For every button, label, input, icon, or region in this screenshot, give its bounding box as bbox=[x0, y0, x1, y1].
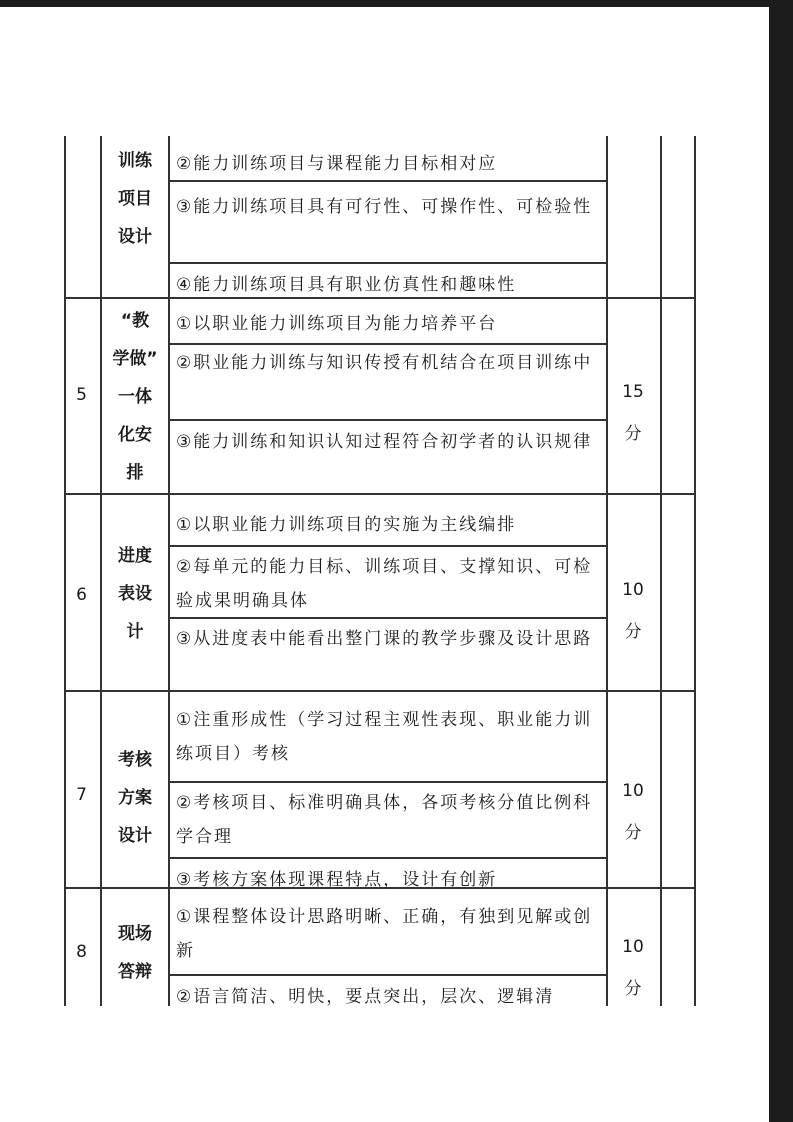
criterion-item: ②语言简洁、明快，要点突出，层次、逻辑清 bbox=[176, 987, 555, 1007]
category-line: 现场 bbox=[118, 924, 152, 944]
category-line: 排 bbox=[126, 463, 144, 483]
row-number: 5 bbox=[76, 385, 87, 405]
grid-line bbox=[168, 857, 608, 859]
criterion-item: ①以职业能力训练项目为能力培养平台 bbox=[176, 314, 498, 334]
score-value: 10 bbox=[622, 937, 644, 957]
criterion-item: ①课程整体设计思路明晰、正确，有独到见解或创新 bbox=[176, 907, 593, 961]
score-value: 15 bbox=[622, 382, 644, 402]
category-cell bbox=[102, 741, 168, 855]
grid-line bbox=[168, 262, 608, 264]
scan-top-border bbox=[0, 0, 793, 7]
grid-line bbox=[168, 419, 608, 421]
score-value: 10 bbox=[622, 781, 644, 801]
score-cell bbox=[608, 770, 658, 854]
category-cell bbox=[102, 302, 168, 492]
score-cell bbox=[608, 371, 658, 455]
category-line: 训练 bbox=[118, 151, 152, 171]
category-line: 进度 bbox=[118, 546, 152, 566]
category-line: 答辩 bbox=[118, 962, 152, 982]
grid-line bbox=[168, 136, 170, 1006]
category-line: “教 bbox=[120, 311, 150, 331]
category-line: 考核 bbox=[118, 750, 152, 770]
category-cell bbox=[102, 142, 168, 256]
category-line: 方案 bbox=[118, 788, 152, 808]
grid-line bbox=[64, 136, 66, 1006]
score-unit: 分 bbox=[624, 823, 642, 843]
criterion-item: ④能力训练项目具有职业仿真性和趣味性 bbox=[176, 275, 517, 295]
score-cell bbox=[608, 569, 658, 653]
criterion-item: ①注重形成性（学习过程主观性表现、职业能力训练项目）考核 bbox=[176, 710, 593, 764]
category-cell bbox=[102, 537, 168, 651]
grid-line bbox=[694, 136, 696, 1006]
grid-line bbox=[168, 343, 608, 345]
criterion-item: ③能力训练项目具有可行性、可操作性、可检验性 bbox=[176, 197, 593, 217]
category-cell bbox=[102, 915, 168, 991]
category-line: 设计 bbox=[118, 826, 152, 846]
criterion-item: ②职业能力训练与知识传授有机结合在项目训练中 bbox=[176, 353, 593, 373]
grid-line bbox=[168, 781, 608, 783]
category-line: 项目 bbox=[118, 189, 152, 209]
category-line: 设计 bbox=[118, 227, 152, 247]
criterion-item: ③考核方案体现课程特点，设计有创新 bbox=[176, 870, 498, 890]
criterion-item: ②考核项目、标准明确具体，各项考核分值比例科学合理 bbox=[176, 793, 593, 847]
row-number: 8 bbox=[76, 942, 87, 962]
category-line: 学做” bbox=[112, 349, 158, 369]
grid-line bbox=[168, 974, 608, 976]
score-value: 10 bbox=[622, 580, 644, 600]
score-unit: 分 bbox=[624, 424, 642, 444]
criterion-item: ①以职业能力训练项目的实施为主线编排 bbox=[176, 515, 517, 535]
row-number: 6 bbox=[76, 585, 87, 605]
grid-line bbox=[64, 690, 696, 692]
category-line: 一体 bbox=[118, 387, 152, 407]
grid-line bbox=[64, 493, 696, 495]
row-number: 7 bbox=[76, 785, 87, 805]
category-line: 计 bbox=[126, 622, 144, 642]
score-unit: 分 bbox=[624, 979, 642, 999]
grid-line bbox=[168, 545, 608, 547]
criterion-item: ②每单元的能力目标、训练项目、支撑知识、可检验成果明确具体 bbox=[176, 557, 593, 611]
criterion-item: ②能力训练项目与课程能力目标相对应 bbox=[176, 154, 498, 174]
score-unit: 分 bbox=[624, 622, 642, 642]
scan-right-border bbox=[769, 0, 793, 1122]
category-line: 化安 bbox=[118, 425, 152, 445]
criterion-item: ③能力训练和知识认知过程符合初学者的认识规律 bbox=[176, 432, 593, 452]
category-line: 表设 bbox=[118, 584, 152, 604]
score-cell bbox=[608, 926, 658, 1010]
grid-line bbox=[660, 136, 662, 1006]
criterion-item: ③从进度表中能看出整门课的教学步骤及设计思路 bbox=[176, 629, 593, 649]
